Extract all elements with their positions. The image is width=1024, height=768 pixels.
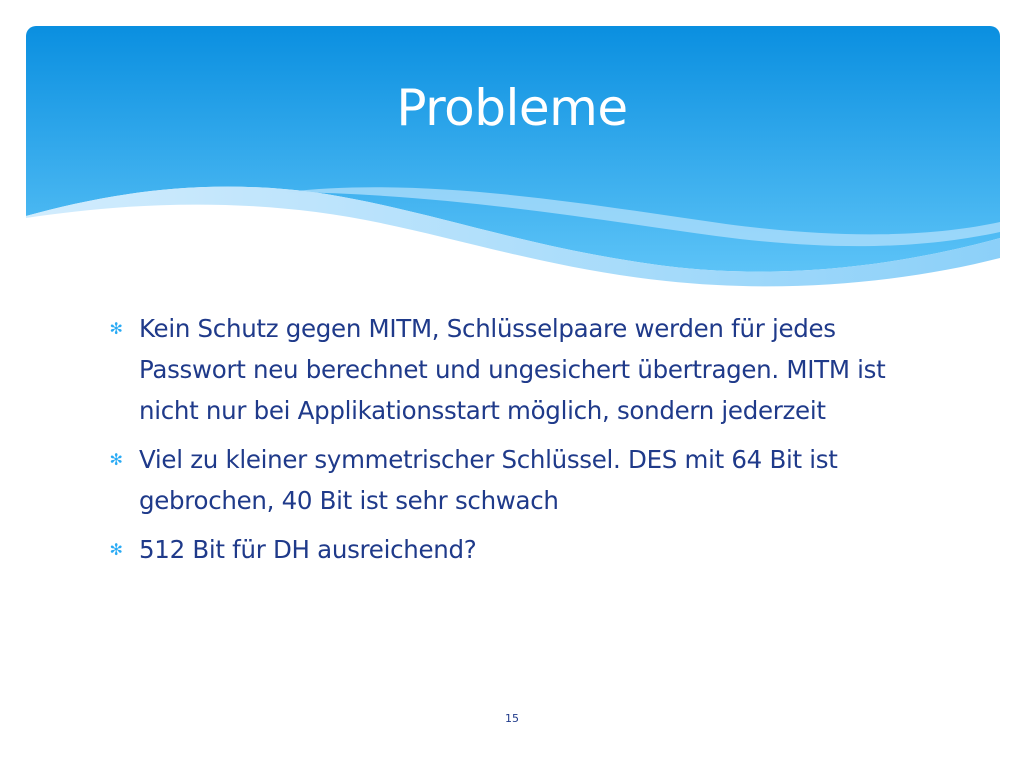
title-banner <box>26 26 1000 296</box>
bullet-text: Kein Schutz gegen MITM, Schlüsselpaare werden für jedes Passwort neu berechnet und ungesichert übertragen. MITM ist nicht nur bei Applikationsstart möglich, sondern jederzeit <box>139 314 886 425</box>
bullet-item <box>106 308 936 431</box>
bullet-text: Viel zu kleiner symmetrischer Schlüssel. DES mit 64 Bit ist gebrochen, 40 Bit ist sehr schwach <box>139 445 838 515</box>
wave-banner-graphic <box>26 26 1000 296</box>
bullet-text: 512 Bit für DH ausreichend? <box>139 535 477 564</box>
bullet-list <box>106 308 936 578</box>
slide-title: Probleme <box>396 79 628 137</box>
asterisk-bullet-icon: ✻ <box>109 540 123 559</box>
page-number: 15 <box>505 712 519 725</box>
asterisk-bullet-icon: ✻ <box>109 450 123 469</box>
bullet-item <box>106 439 936 521</box>
bullet-item <box>106 529 936 570</box>
asterisk-bullet-icon: ✻ <box>109 319 123 338</box>
